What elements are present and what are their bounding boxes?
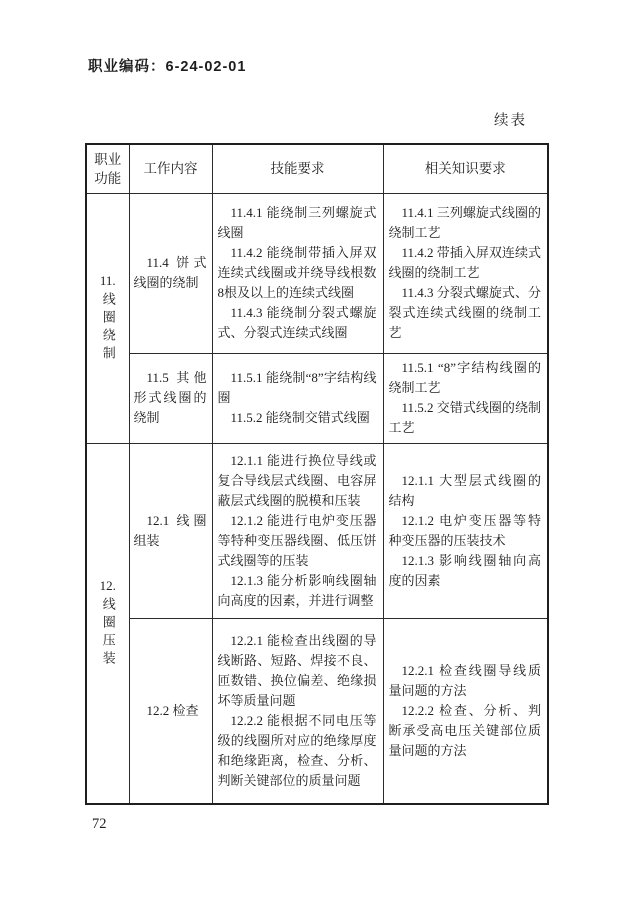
work-content-text: 12.1 线圈组装 xyxy=(133,512,207,548)
knowledge-item: 11.4.2 带插入屏双连续式线圈的绕制工艺 xyxy=(388,245,541,280)
function-number: 12. xyxy=(99,578,116,594)
work-content-cell xyxy=(129,618,212,804)
skill-item: 11.4.1 能绕制三列螺旋式线圈 xyxy=(217,205,377,240)
skill-item: 11.4.2 能绕制带插入屏双连续式线圈或并绕导线根数8根及以上的连续式线圈 xyxy=(217,245,377,300)
knowledge-requirements-cell xyxy=(383,443,548,618)
continued-table-label: 续表 xyxy=(494,113,527,129)
page-number: 72 xyxy=(92,816,107,832)
knowledge-requirements-cell xyxy=(383,618,548,804)
table-row xyxy=(86,618,548,804)
skill-item: 12.2.1 能检查出线圈的导线断路、短路、焊接不良、匝数错、换位偏差、绝缘损坏等质量问题 xyxy=(217,632,377,708)
knowledge-item: 12.2.2 检查、分析、判断承受高电压关键部位质量问题的方法 xyxy=(388,702,541,758)
skill-requirements-cell xyxy=(212,193,383,353)
occupation-code-label: 职业编码：6-24-02-01 xyxy=(88,59,247,75)
work-content-cell xyxy=(129,443,212,618)
knowledge-item: 12.1.2 电炉变压器等特种变压器的压装技术 xyxy=(388,512,541,548)
knowledge-item: 11.4.3 分裂式螺旋式、分裂式连续式线圈的绕制工艺 xyxy=(388,285,541,340)
skill-item: 12.1.2 能进行电炉变压器等特种变压器线圈、低压饼式线圈等的压装 xyxy=(217,512,377,568)
knowledge-item: 12.1.1 大型层式线圈的结构 xyxy=(388,472,541,508)
skill-item: 12.2.2 能根据不同电压等级的线圈所对应的绝缘厚度和绝缘距离，检查、分析、判断关键部位的质量问题 xyxy=(217,712,377,788)
skill-requirements-cell xyxy=(212,443,383,618)
function-name: 线圈绕制 xyxy=(100,292,116,364)
work-content-text: 12.2 检查 xyxy=(146,702,199,718)
knowledge-item: 12.1.3 影响线圈轴向高度的因素 xyxy=(388,552,541,588)
knowledge-item: 11.4.1 三列螺旋式线圈的绕制工艺 xyxy=(388,205,541,240)
work-content-text: 11.5 其他形式线圈的绕制 xyxy=(133,370,207,425)
skill-item: 11.4.3 能绕制分裂式螺旋式、分裂式连续式线圈 xyxy=(217,305,377,340)
skill-item: 11.5.1 能绕制“8”字结构线圈 xyxy=(217,370,377,405)
skill-item: 11.5.2 能绕制交错式线圈 xyxy=(230,410,370,425)
skill-item: 12.1.3 能分析影响线圈轴向高度的因素，并进行调整 xyxy=(217,572,377,608)
knowledge-item: 12.2.1 检查线圈导线质量问题的方法 xyxy=(388,662,541,698)
function-number: 11. xyxy=(99,273,116,288)
function-cell-11 xyxy=(86,193,129,443)
knowledge-requirements-cell xyxy=(383,193,548,353)
knowledge-requirements-cell xyxy=(383,353,548,443)
table-row xyxy=(86,193,548,353)
requirements-table xyxy=(85,143,549,805)
work-content-text: 11.4 饼式线圈的绕制 xyxy=(133,255,207,290)
table-row xyxy=(86,443,548,618)
header-work-content: 工作内容 xyxy=(129,144,212,193)
function-name: 线圈压装 xyxy=(100,597,116,670)
knowledge-item: 11.5.1 “8”字结构线圈的绕制工艺 xyxy=(388,360,541,395)
function-cell-12 xyxy=(86,443,129,804)
knowledge-item: 11.5.2 交错式线圈的绕制工艺 xyxy=(388,400,541,435)
header-occupational-function: 职业功能 xyxy=(86,144,129,193)
skill-requirements-cell xyxy=(212,618,383,804)
skill-item: 12.1.1 能进行换位导线或复合导线层式线圈、电容屏蔽层式线圈的脱模和压装 xyxy=(217,452,377,508)
table-header-row xyxy=(86,144,548,193)
table-row xyxy=(86,353,548,443)
work-content-cell xyxy=(129,193,212,353)
header-skill-requirements: 技能要求 xyxy=(212,144,383,193)
header-knowledge-requirements: 相关知识要求 xyxy=(383,144,548,193)
work-content-cell xyxy=(129,353,212,443)
skill-requirements-cell xyxy=(212,353,383,443)
